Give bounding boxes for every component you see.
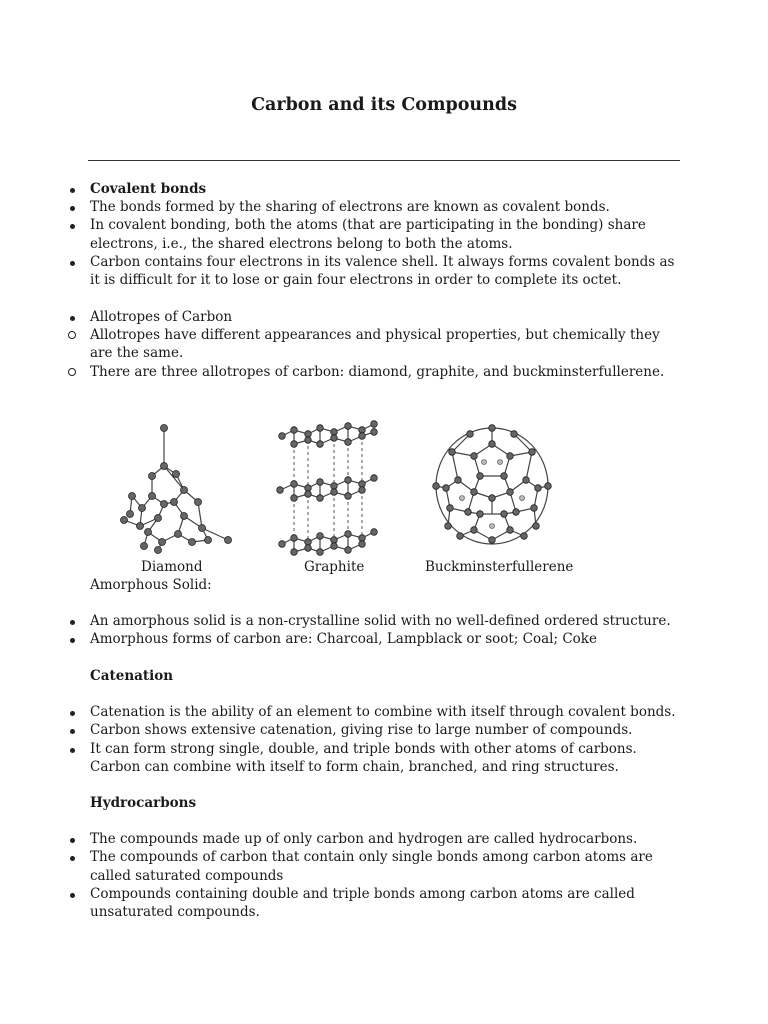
list-item-text: Carbon shows extensive catenation, giving rise to large number of compounds. xyxy=(90,722,633,739)
list-item-text: The compounds of carbon that contain only single bonds among carbon atoms are called saturated compounds xyxy=(90,849,653,884)
graphite-structure-icon xyxy=(274,414,384,558)
list-item-text: The bonds formed by the sharing of electrons are known as covalent bonds. xyxy=(90,199,610,216)
list-item xyxy=(0,830,768,848)
hydrocarbons-heading: Hydrocarbons xyxy=(90,795,197,811)
list-item xyxy=(0,703,768,721)
list-item xyxy=(0,612,768,630)
hydrocarbons-section xyxy=(0,794,768,921)
diamond-caption: Diamond xyxy=(141,559,203,575)
allotropes-section xyxy=(0,308,768,381)
allotropes-heading: Allotropes of Carbon xyxy=(90,309,233,325)
list-item-text: Allotropes have different appearances and physical properties, but chemically they are the same. xyxy=(90,327,660,362)
list-item xyxy=(0,253,768,289)
covalent-bonds-heading: Covalent bonds xyxy=(90,181,207,197)
list-item-text: In covalent bonding, both the atoms (that are participating in the bonding) share electrons, i.e., the shared electrons belong to both the atoms. xyxy=(90,217,646,252)
catenation-heading: Catenation xyxy=(90,668,174,684)
list-item xyxy=(0,848,768,884)
list-item-text: It can form strong single, double, and triple bonds with other atoms of carbons. Carbon can combine with itself to form chain, branched, and ring structures. xyxy=(90,740,637,775)
list-item-text: Compounds containing double and triple bonds among carbon atoms are called unsaturated compounds. xyxy=(90,885,635,921)
list-item xyxy=(0,885,768,921)
list-item xyxy=(0,363,768,381)
list-item xyxy=(0,308,768,326)
list-item xyxy=(0,721,768,739)
diamond-structure-icon xyxy=(112,418,242,558)
list-item xyxy=(0,216,768,252)
amorphous-heading: Amorphous Solid: xyxy=(90,577,212,593)
title-divider xyxy=(88,160,680,161)
list-item-text: Catenation is the ability of an element to combine with itself through covalent bonds. xyxy=(90,704,676,721)
covalent-bonds-section xyxy=(0,180,768,289)
fullerene-caption: Buckminsterfullerene xyxy=(425,559,574,575)
graphite-caption: Graphite xyxy=(304,559,365,575)
catenation-section xyxy=(0,667,768,776)
list-item-text: Amorphous forms of carbon are: Charcoal, Lampblack or soot; Coal; Coke xyxy=(90,631,597,648)
amorphous-section xyxy=(0,576,768,649)
list-item xyxy=(0,630,768,648)
list-item-text: An amorphous solid is a non-crystalline solid with no well-defined ordered structure. xyxy=(90,613,671,630)
list-item xyxy=(0,740,768,776)
list-item xyxy=(0,180,768,198)
page-title: Carbon and its Compounds xyxy=(251,95,517,115)
list-item-text: The compounds made up of only carbon and hydrogen are called hydrocarbons. xyxy=(90,831,638,848)
list-item-text: There are three allotropes of carbon: diamond, graphite, and buckminsterfullerene. xyxy=(90,363,665,380)
list-item-text: Carbon contains four electrons in its valence shell. It always forms covalent bonds as it is difficult for it to lose or gain four electrons in order to complete its octet. xyxy=(90,253,675,289)
list-item xyxy=(0,198,768,216)
fullerene-structure-icon xyxy=(430,422,554,550)
list-item xyxy=(0,326,768,362)
